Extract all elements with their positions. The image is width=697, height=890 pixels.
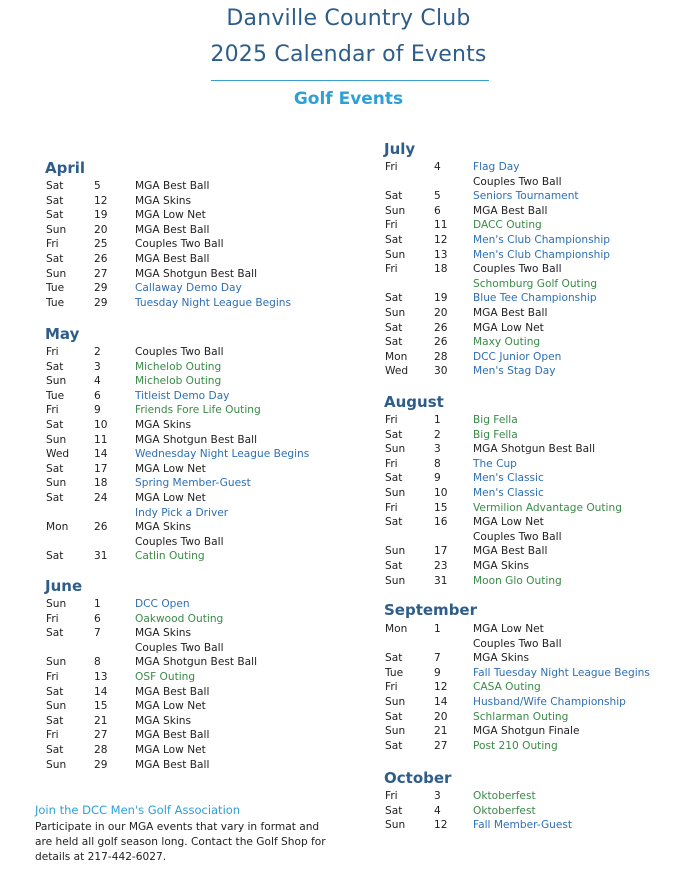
event-name: Couples Two Ball <box>473 530 562 543</box>
event-row <box>46 252 346 267</box>
event-row <box>385 574 685 589</box>
event-row <box>385 277 685 292</box>
event-row <box>46 641 346 656</box>
event-date: 21 <box>94 714 108 727</box>
event-name: Men's Classic <box>473 487 544 499</box>
event-name: Couples Two Ball <box>473 263 562 276</box>
event-row <box>46 281 346 296</box>
event-name: MGA Best Ball <box>473 545 548 558</box>
event-day: Fri <box>385 219 398 232</box>
event-date: 31 <box>94 550 108 563</box>
month-heading-may: May <box>45 325 80 343</box>
event-row <box>385 204 685 219</box>
event-name: Flag Day <box>473 161 520 173</box>
event-date: 29 <box>94 296 108 309</box>
event-date: 21 <box>434 725 448 738</box>
event-day: Fri <box>385 790 398 802</box>
event-name: Couples Two Ball <box>135 641 224 654</box>
event-name: MGA Best Ball <box>135 729 210 742</box>
event-day: Fri <box>385 414 398 426</box>
event-day: Sun <box>46 267 67 280</box>
event-row <box>385 248 685 263</box>
event-date: 25 <box>94 238 108 251</box>
event-day: Sun <box>385 696 406 708</box>
event-day: Sun <box>385 443 406 456</box>
event-row <box>385 364 685 379</box>
event-day: Fri <box>46 729 59 742</box>
event-row <box>46 491 346 506</box>
event-day: Tue <box>46 296 65 309</box>
event-day: Sun <box>385 204 406 217</box>
event-day: Sat <box>46 685 64 698</box>
event-day: Sun <box>46 223 67 236</box>
event-date: 5 <box>94 180 101 192</box>
month-heading-august: August <box>384 393 444 411</box>
event-day: Sat <box>385 472 403 485</box>
event-name: MGA Best Ball <box>473 307 548 319</box>
event-name: Spring Member-Guest <box>135 477 251 490</box>
event-row <box>385 428 685 443</box>
event-name: Vermilion Advantage Outing <box>473 501 622 514</box>
event-date: 27 <box>94 267 108 280</box>
event-name: MGA Shotgun Finale <box>473 725 580 738</box>
event-row <box>46 267 346 282</box>
event-row <box>46 743 346 758</box>
event-row <box>46 728 346 743</box>
month-heading-june: June <box>45 577 83 595</box>
event-date: 27 <box>434 739 448 752</box>
mga-join-heading: Join the DCC Men's Golf Association <box>35 803 241 817</box>
event-row <box>46 758 346 773</box>
event-date: 6 <box>94 389 101 402</box>
event-row <box>385 622 685 637</box>
event-date: 28 <box>434 350 448 363</box>
event-date: 16 <box>434 516 448 529</box>
event-date: 12 <box>94 194 108 207</box>
event-name: MGA Skins <box>135 521 191 534</box>
event-date: 23 <box>434 560 448 572</box>
event-day: Sat <box>46 194 64 207</box>
event-name: Moon Glo Outing <box>473 574 562 587</box>
event-date: 3 <box>434 790 441 802</box>
event-name: MGA Skins <box>135 419 191 431</box>
event-date: 12 <box>434 234 448 246</box>
event-day: Sun <box>46 433 67 446</box>
event-row <box>385 350 685 365</box>
event-name: MGA Best Ball <box>135 685 210 698</box>
event-row <box>46 360 346 375</box>
event-date: 9 <box>94 404 101 417</box>
event-row <box>46 223 346 238</box>
event-day: Fri <box>46 404 59 417</box>
event-name: Couples Two Ball <box>135 346 224 358</box>
event-row <box>385 218 685 233</box>
event-row <box>385 515 685 530</box>
event-date: 13 <box>94 671 108 683</box>
event-date: 6 <box>434 204 441 217</box>
event-date: 20 <box>434 710 448 723</box>
event-date: 26 <box>94 253 108 265</box>
event-day: Sat <box>46 714 64 727</box>
event-name: DCC Junior Open <box>473 350 562 363</box>
event-day: Sun <box>46 656 67 669</box>
event-row <box>46 714 346 729</box>
event-name: Indy Pick a Driver <box>135 506 229 519</box>
event-day: Wed <box>385 365 409 378</box>
event-name: Men's Stag Day <box>473 365 556 378</box>
event-row <box>46 535 346 550</box>
event-row <box>385 680 685 695</box>
event-day: Sat <box>46 253 64 265</box>
event-day: Mon <box>385 623 408 635</box>
event-name: Couples Two Ball <box>473 637 562 650</box>
event-date: 12 <box>434 819 448 832</box>
event-day: Tue <box>46 389 65 402</box>
event-name: DCC Open <box>135 598 190 610</box>
event-name: MGA Skins <box>473 560 529 572</box>
event-day: Mon <box>385 350 408 363</box>
event-day: Sat <box>385 190 403 203</box>
event-row <box>385 233 685 248</box>
event-date: 26 <box>434 321 448 334</box>
event-day: Sat <box>46 180 64 192</box>
event-name: Couples Two Ball <box>473 175 562 188</box>
event-date: 30 <box>434 365 448 378</box>
event-row <box>385 189 685 204</box>
event-day: Sun <box>385 248 406 261</box>
event-row <box>385 651 685 666</box>
event-date: 24 <box>94 492 108 504</box>
event-name: MGA Low Net <box>473 623 544 635</box>
event-day: Fri <box>385 681 398 694</box>
event-day: Sat <box>46 492 64 504</box>
event-row <box>46 597 346 612</box>
event-name: Oakwood Outing <box>135 612 224 625</box>
event-date: 17 <box>94 462 108 475</box>
event-date: 8 <box>94 656 101 669</box>
event-name: Michelob Outing <box>135 360 222 373</box>
event-day: Sun <box>385 487 406 499</box>
event-row <box>46 433 346 448</box>
month-heading-july: July <box>384 140 416 158</box>
event-name: MGA Shotgun Best Ball <box>135 656 258 669</box>
event-row <box>46 699 346 714</box>
event-name: Tuesday Night League Begins <box>135 296 292 309</box>
event-day: Sun <box>385 545 406 558</box>
event-date: 29 <box>94 758 108 771</box>
event-row <box>46 345 346 360</box>
event-row <box>385 637 685 652</box>
event-date: 27 <box>94 729 108 742</box>
event-date: 12 <box>434 681 448 694</box>
event-date: 9 <box>434 666 441 679</box>
event-name: Friends Fore Life Outing <box>135 404 261 417</box>
event-row <box>46 389 346 404</box>
event-row <box>46 374 346 389</box>
event-row <box>385 486 685 501</box>
event-row <box>46 626 346 641</box>
event-row <box>46 237 346 252</box>
event-date: 4 <box>94 375 101 388</box>
event-day: Sat <box>385 234 403 246</box>
event-row <box>385 471 685 486</box>
event-name: MGA Low Net <box>135 209 206 222</box>
event-name: The Cup <box>473 457 517 470</box>
event-day: Sun <box>46 375 67 388</box>
event-name: MGA Shotgun Best Ball <box>473 443 596 456</box>
event-date: 28 <box>94 744 108 756</box>
event-row <box>46 403 346 418</box>
event-row <box>46 208 346 223</box>
event-name: MGA Shotgun Best Ball <box>135 433 258 446</box>
event-name: Seniors Tournament <box>473 190 579 203</box>
event-name: Schlarman Outing <box>473 710 569 723</box>
event-date: 31 <box>434 574 448 587</box>
calendar-title: 2025 Calendar of Events <box>210 42 487 67</box>
event-day: Sat <box>46 627 64 640</box>
event-date: 14 <box>94 685 108 698</box>
event-date: 11 <box>94 433 108 446</box>
event-day: Sat <box>385 516 403 529</box>
event-row <box>46 194 346 209</box>
event-day: Fri <box>385 161 398 173</box>
event-day: Wed <box>46 448 70 461</box>
event-day: Sat <box>46 419 64 431</box>
event-name: MGA Best Ball <box>135 253 210 265</box>
event-date: 2 <box>434 428 441 441</box>
event-day: Fri <box>46 671 59 683</box>
event-row <box>385 175 685 190</box>
event-day: Sat <box>385 652 403 665</box>
event-row <box>385 335 685 350</box>
event-row <box>385 724 685 739</box>
event-row <box>46 462 346 477</box>
event-day: Tue <box>46 282 65 295</box>
month-heading-september: September <box>384 601 477 619</box>
month-heading-october: October <box>384 769 452 787</box>
event-date: 3 <box>94 360 101 373</box>
event-day: Sun <box>385 725 406 738</box>
event-name: Men's Classic <box>473 472 544 485</box>
event-row <box>385 291 685 306</box>
event-date: 7 <box>434 652 441 665</box>
section-subtitle: Golf Events <box>293 89 404 109</box>
event-day: Sat <box>385 336 403 349</box>
event-row <box>46 520 346 535</box>
event-date: 26 <box>94 521 108 534</box>
event-day: Sat <box>385 710 403 723</box>
event-name: Men's Club Championship <box>473 234 611 246</box>
event-date: 14 <box>434 696 448 708</box>
event-name: MGA Low Net <box>473 321 544 334</box>
event-name: MGA Shotgun Best Ball <box>135 267 258 280</box>
event-day: Sun <box>46 477 67 490</box>
event-date: 19 <box>94 209 108 222</box>
event-row <box>46 612 346 627</box>
event-row <box>46 476 346 491</box>
event-row <box>385 666 685 681</box>
event-day: Sat <box>46 550 64 563</box>
event-name: Maxy Outing <box>473 336 541 349</box>
event-day: Sat <box>385 739 403 752</box>
event-row <box>385 262 685 277</box>
event-name: Post 210 Outing <box>473 739 558 752</box>
event-date: 8 <box>434 457 441 470</box>
event-date: 6 <box>94 612 101 625</box>
event-name: Wednesday Night League Begins <box>135 448 310 461</box>
event-name: Big Fella <box>473 428 518 441</box>
event-row <box>385 413 685 428</box>
event-date: 9 <box>434 472 441 485</box>
mga-join-description: Participate in our MGA events that vary in format and are held all golf season long. Contact the Golf Shop for details at 217-442-6027. <box>35 821 326 863</box>
event-row <box>385 804 685 819</box>
event-name: MGA Skins <box>135 627 191 640</box>
event-day: Sun <box>385 574 406 587</box>
event-name: DACC Outing <box>473 219 542 232</box>
event-row <box>46 447 346 462</box>
event-row <box>385 710 685 725</box>
event-row <box>385 306 685 321</box>
event-date: 2 <box>94 346 101 358</box>
event-day: Sun <box>46 598 67 610</box>
event-name: MGA Low Net <box>135 700 206 713</box>
event-date: 3 <box>434 443 441 456</box>
event-date: 14 <box>94 448 108 461</box>
event-row <box>46 179 346 194</box>
event-day: Sat <box>46 462 64 475</box>
event-name: MGA Low Net <box>135 492 206 504</box>
event-day: Fri <box>385 263 398 276</box>
event-name: MGA Best Ball <box>135 180 210 192</box>
event-name: MGA Best Ball <box>135 223 210 236</box>
event-name: MGA Low Net <box>135 744 206 756</box>
event-name: MGA Skins <box>135 194 191 207</box>
month-heading-april: April <box>45 159 86 177</box>
event-day: Fri <box>46 612 59 625</box>
event-day: Tue <box>385 666 404 679</box>
event-row <box>385 321 685 336</box>
title-divider <box>211 80 489 81</box>
event-date: 10 <box>94 419 108 431</box>
event-day: Fri <box>385 501 398 514</box>
event-row <box>46 418 346 433</box>
event-name: Fall Member-Guest <box>473 819 573 832</box>
event-row <box>46 685 346 700</box>
event-day: Sun <box>385 307 406 319</box>
event-day: Sat <box>385 428 403 441</box>
event-name: Husband/Wife Championship <box>473 696 626 708</box>
event-date: 1 <box>94 598 101 610</box>
event-row <box>385 789 685 804</box>
event-date: 4 <box>434 161 441 173</box>
event-name: Titleist Demo Day <box>135 389 230 402</box>
event-date: 13 <box>434 248 448 261</box>
event-name: MGA Skins <box>135 714 191 727</box>
event-day: Sat <box>385 292 403 305</box>
event-day: Fri <box>46 238 59 251</box>
event-row <box>385 695 685 710</box>
event-date: 10 <box>434 487 448 499</box>
event-date: 15 <box>434 501 448 514</box>
club-name: Danville Country Club <box>226 6 471 31</box>
event-date: 5 <box>434 190 441 203</box>
event-day: Sat <box>46 744 64 756</box>
event-date: 11 <box>434 219 448 232</box>
event-row <box>385 501 685 516</box>
event-day: Sat <box>385 804 403 817</box>
event-date: 17 <box>434 545 448 558</box>
event-name: Schomburg Golf Outing <box>473 277 598 290</box>
event-date: 18 <box>94 477 108 490</box>
event-day: Mon <box>46 521 69 534</box>
event-row <box>385 530 685 545</box>
event-row <box>46 506 346 521</box>
event-date: 29 <box>94 282 108 295</box>
event-date: 19 <box>434 292 448 305</box>
event-name: Oktoberfest <box>473 804 536 817</box>
event-name: MGA Best Ball <box>473 204 548 217</box>
event-row <box>385 160 685 175</box>
event-date: 15 <box>94 700 108 713</box>
event-name: Callaway Demo Day <box>135 282 242 295</box>
event-name: Big Fella <box>473 414 518 426</box>
event-day: Fri <box>46 346 59 358</box>
event-day: Fri <box>385 457 398 470</box>
event-row <box>46 296 346 311</box>
event-day: Sun <box>46 700 67 713</box>
event-name: OSF Outing <box>135 671 196 683</box>
event-day: Sun <box>385 819 406 832</box>
event-date: 1 <box>434 414 441 426</box>
event-row <box>385 739 685 754</box>
event-row <box>46 670 346 685</box>
event-name: MGA Skins <box>473 652 529 665</box>
event-date: 1 <box>434 623 441 635</box>
event-date: 18 <box>434 263 448 276</box>
event-date: 7 <box>94 627 101 640</box>
event-name: Fall Tuesday Night League Begins <box>473 666 650 679</box>
event-row <box>46 549 346 564</box>
event-name: MGA Low Net <box>473 516 544 529</box>
event-name: Michelob Outing <box>135 375 222 388</box>
event-date: 20 <box>94 223 108 236</box>
event-row <box>385 457 685 472</box>
event-row <box>385 544 685 559</box>
event-name: Couples Two Ball <box>135 535 224 548</box>
event-day: Sat <box>385 560 403 572</box>
event-name: MGA Best Ball <box>135 758 210 771</box>
event-name: Oktoberfest <box>473 790 536 802</box>
event-name: Couples Two Ball <box>135 238 224 251</box>
event-name: MGA Low Net <box>135 462 206 475</box>
event-row <box>385 818 685 833</box>
event-date: 20 <box>434 307 448 319</box>
event-day: Sun <box>46 758 67 771</box>
event-date: 26 <box>434 336 448 349</box>
event-day: Sat <box>385 321 403 334</box>
event-row <box>385 442 685 457</box>
event-day: Sat <box>46 209 64 222</box>
event-name: Catlin Outing <box>135 550 205 563</box>
event-name: CASA Outing <box>473 681 541 694</box>
event-name: Men's Club Championship <box>473 248 611 261</box>
event-date: 4 <box>434 804 441 817</box>
event-row <box>385 559 685 574</box>
event-row <box>46 655 346 670</box>
event-day: Sat <box>46 360 64 373</box>
event-name: Blue Tee Championship <box>473 292 597 305</box>
